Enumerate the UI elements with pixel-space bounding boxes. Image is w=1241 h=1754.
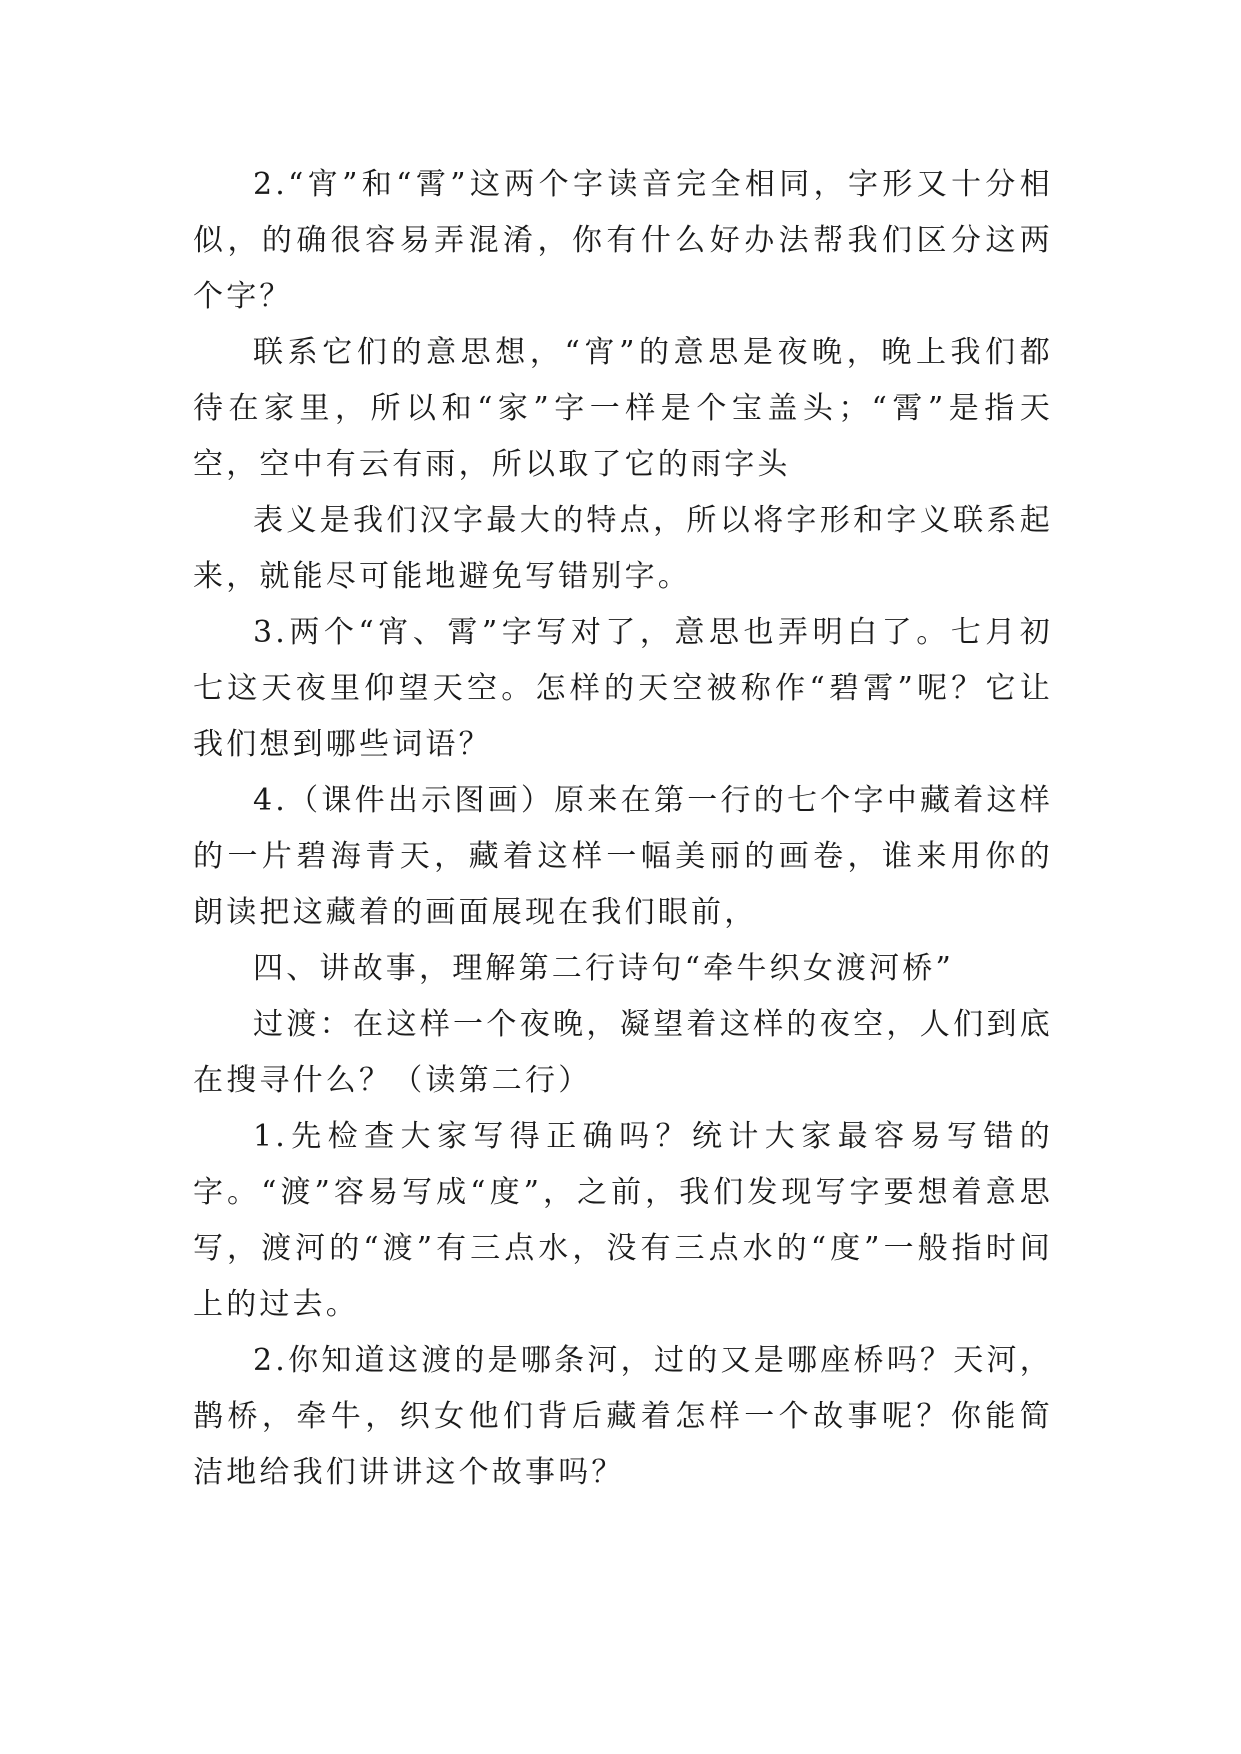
paragraph: 过渡：在这样一个夜晚，凝望着这样的夜空，人们到底在搜寻什么？（读第二行） bbox=[193, 1007, 1053, 1098]
paragraph: 1.先检查大家写得正确吗？统计大家最容易写错的字。“渡”容易写成“度”，之前，我们发现写字要想着意思写，渡河的“渡”有三点水，没有三点水的“度”一般指时间上的过去。 bbox=[193, 1119, 1053, 1322]
document-body bbox=[193, 157, 1053, 1501]
paragraph: 2.“宵”和“霄”这两个字读音完全相同，字形又十分相似，的确很容易弄混淆，你有什么好办法帮我们区分这两个字？ bbox=[193, 167, 1053, 314]
paragraph: 4.（课件出示图画）原来在第一行的七个字中藏着这样的一片碧海青天，藏着这样一幅美丽的画卷，谁来用你的朗读把这藏着的画面展现在我们眼前， bbox=[193, 783, 1053, 930]
paragraph: 3.两个“宵、霄”字写对了，意思也弄明白了。七月初七这天夜里仰望天空。怎样的天空被称作“碧霄”呢？它让我们想到哪些词语？ bbox=[193, 615, 1053, 762]
paragraph: 2.你知道这渡的是哪条河，过的又是哪座桥吗？天河，鹊桥，牵牛，织女他们背后藏着怎样一个故事呢？你能简洁地给我们讲讲这个故事吗？ bbox=[193, 1343, 1053, 1490]
paragraph: 表义是我们汉字最大的特点，所以将字形和字义联系起来，就能尽可能地避免写错别字。 bbox=[193, 503, 1053, 594]
section-heading: 四、讲故事，理解第二行诗句“牵牛织女渡河桥” bbox=[253, 951, 955, 986]
paragraph: 联系它们的意思想，“宵”的意思是夜晚，晚上我们都待在家里，所以和“家”字一样是个宝盖头；“霄”是指天空，空中有云有雨，所以取了它的雨字头 bbox=[193, 335, 1053, 482]
